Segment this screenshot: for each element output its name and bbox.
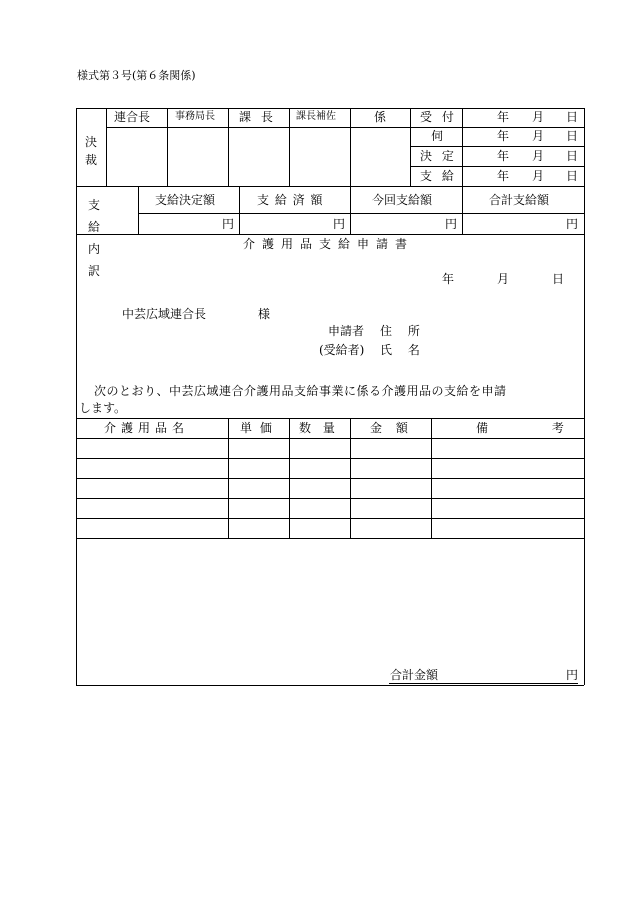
col-remarks: 備 考 (476, 421, 594, 435)
header-staff: 係 (374, 110, 387, 124)
header-secretary-general: 事務局長 (175, 111, 215, 122)
total-unit: 円 (566, 668, 579, 682)
page: 様式第３号(第６条関係) 決裁 連合長 事務局長 課 長 課長補佐 係 受 付 年 月 日 伺 年 月 日 決 定 年 月 日 支 給 年 月 日 支 給 内 訳 支給決定額 支 給 済 額 今回支給額 合計支給額 円 円 円 円 介護用品支給申請書 年 月 日 中芸広域連合長 様 申請者 住 所 (受給者) 氏 名 次のとおり、中芸広域連合介護用品支給事業に係る介護用品の支給を申請 します。 介護用品名 単 価 数 量 金 額 備 考 合計金額 円 (0, 0, 630, 915)
application-title: 介護用品支給申請書 (243, 237, 415, 251)
header-assistant-chief: 課長補佐 (296, 111, 336, 122)
breakdown-label: 支 給 内 訳 (88, 198, 113, 278)
total-label: 合計金額 (390, 668, 439, 682)
col-paid-amount: 支 給 済 額 (257, 193, 324, 207)
body-text-line1: 次のとおり、中芸広域連合介護用品支給事業に係る介護用品の支給を申請 (94, 384, 507, 398)
recipient-label: (受給者) (319, 343, 365, 357)
name-label: 氏 名 (380, 343, 426, 357)
unit-yen: 円 (566, 217, 579, 231)
applicant-label: 申請者 (328, 324, 365, 338)
col-item-name: 介護用品名 (104, 421, 190, 435)
total-underline (389, 683, 578, 684)
col-total-paid: 合計支給額 (489, 193, 550, 207)
unit-yen: 円 (445, 217, 458, 231)
date-label-received: 受 付 (420, 110, 457, 124)
application-year: 年 (442, 272, 455, 286)
application-day: 日 (552, 272, 565, 286)
date-label-payment: 支 給 (420, 169, 457, 183)
honorific: 様 (258, 307, 271, 321)
date-label-decision: 決 定 (420, 149, 457, 163)
form-number: 様式第３号(第６条関係) (77, 69, 196, 82)
approval-label: 決裁 (85, 135, 98, 167)
frame-bottom (76, 685, 584, 686)
application-month: 月 (497, 272, 510, 286)
header-chairman: 連合長 (114, 110, 151, 124)
col-amount: 金 額 (370, 421, 413, 435)
address-label: 住 所 (380, 324, 426, 338)
header-section-chief: 課 長 (239, 110, 276, 124)
body-text-line2: します。 (79, 401, 127, 415)
date-label-inquiry: 伺 (431, 129, 444, 143)
frame-left (76, 108, 77, 685)
addressee: 中芸広域連合長 (122, 307, 207, 321)
col-decided-amount: 支給決定額 (155, 193, 216, 207)
frame-top (76, 108, 584, 109)
unit-yen: 円 (222, 217, 235, 231)
col-current-amount: 今回支給額 (372, 193, 433, 207)
unit-yen: 円 (333, 217, 346, 231)
col-quantity: 数 量 (299, 421, 339, 435)
frame-right (584, 108, 585, 685)
col-unit-price: 単 価 (240, 421, 274, 435)
